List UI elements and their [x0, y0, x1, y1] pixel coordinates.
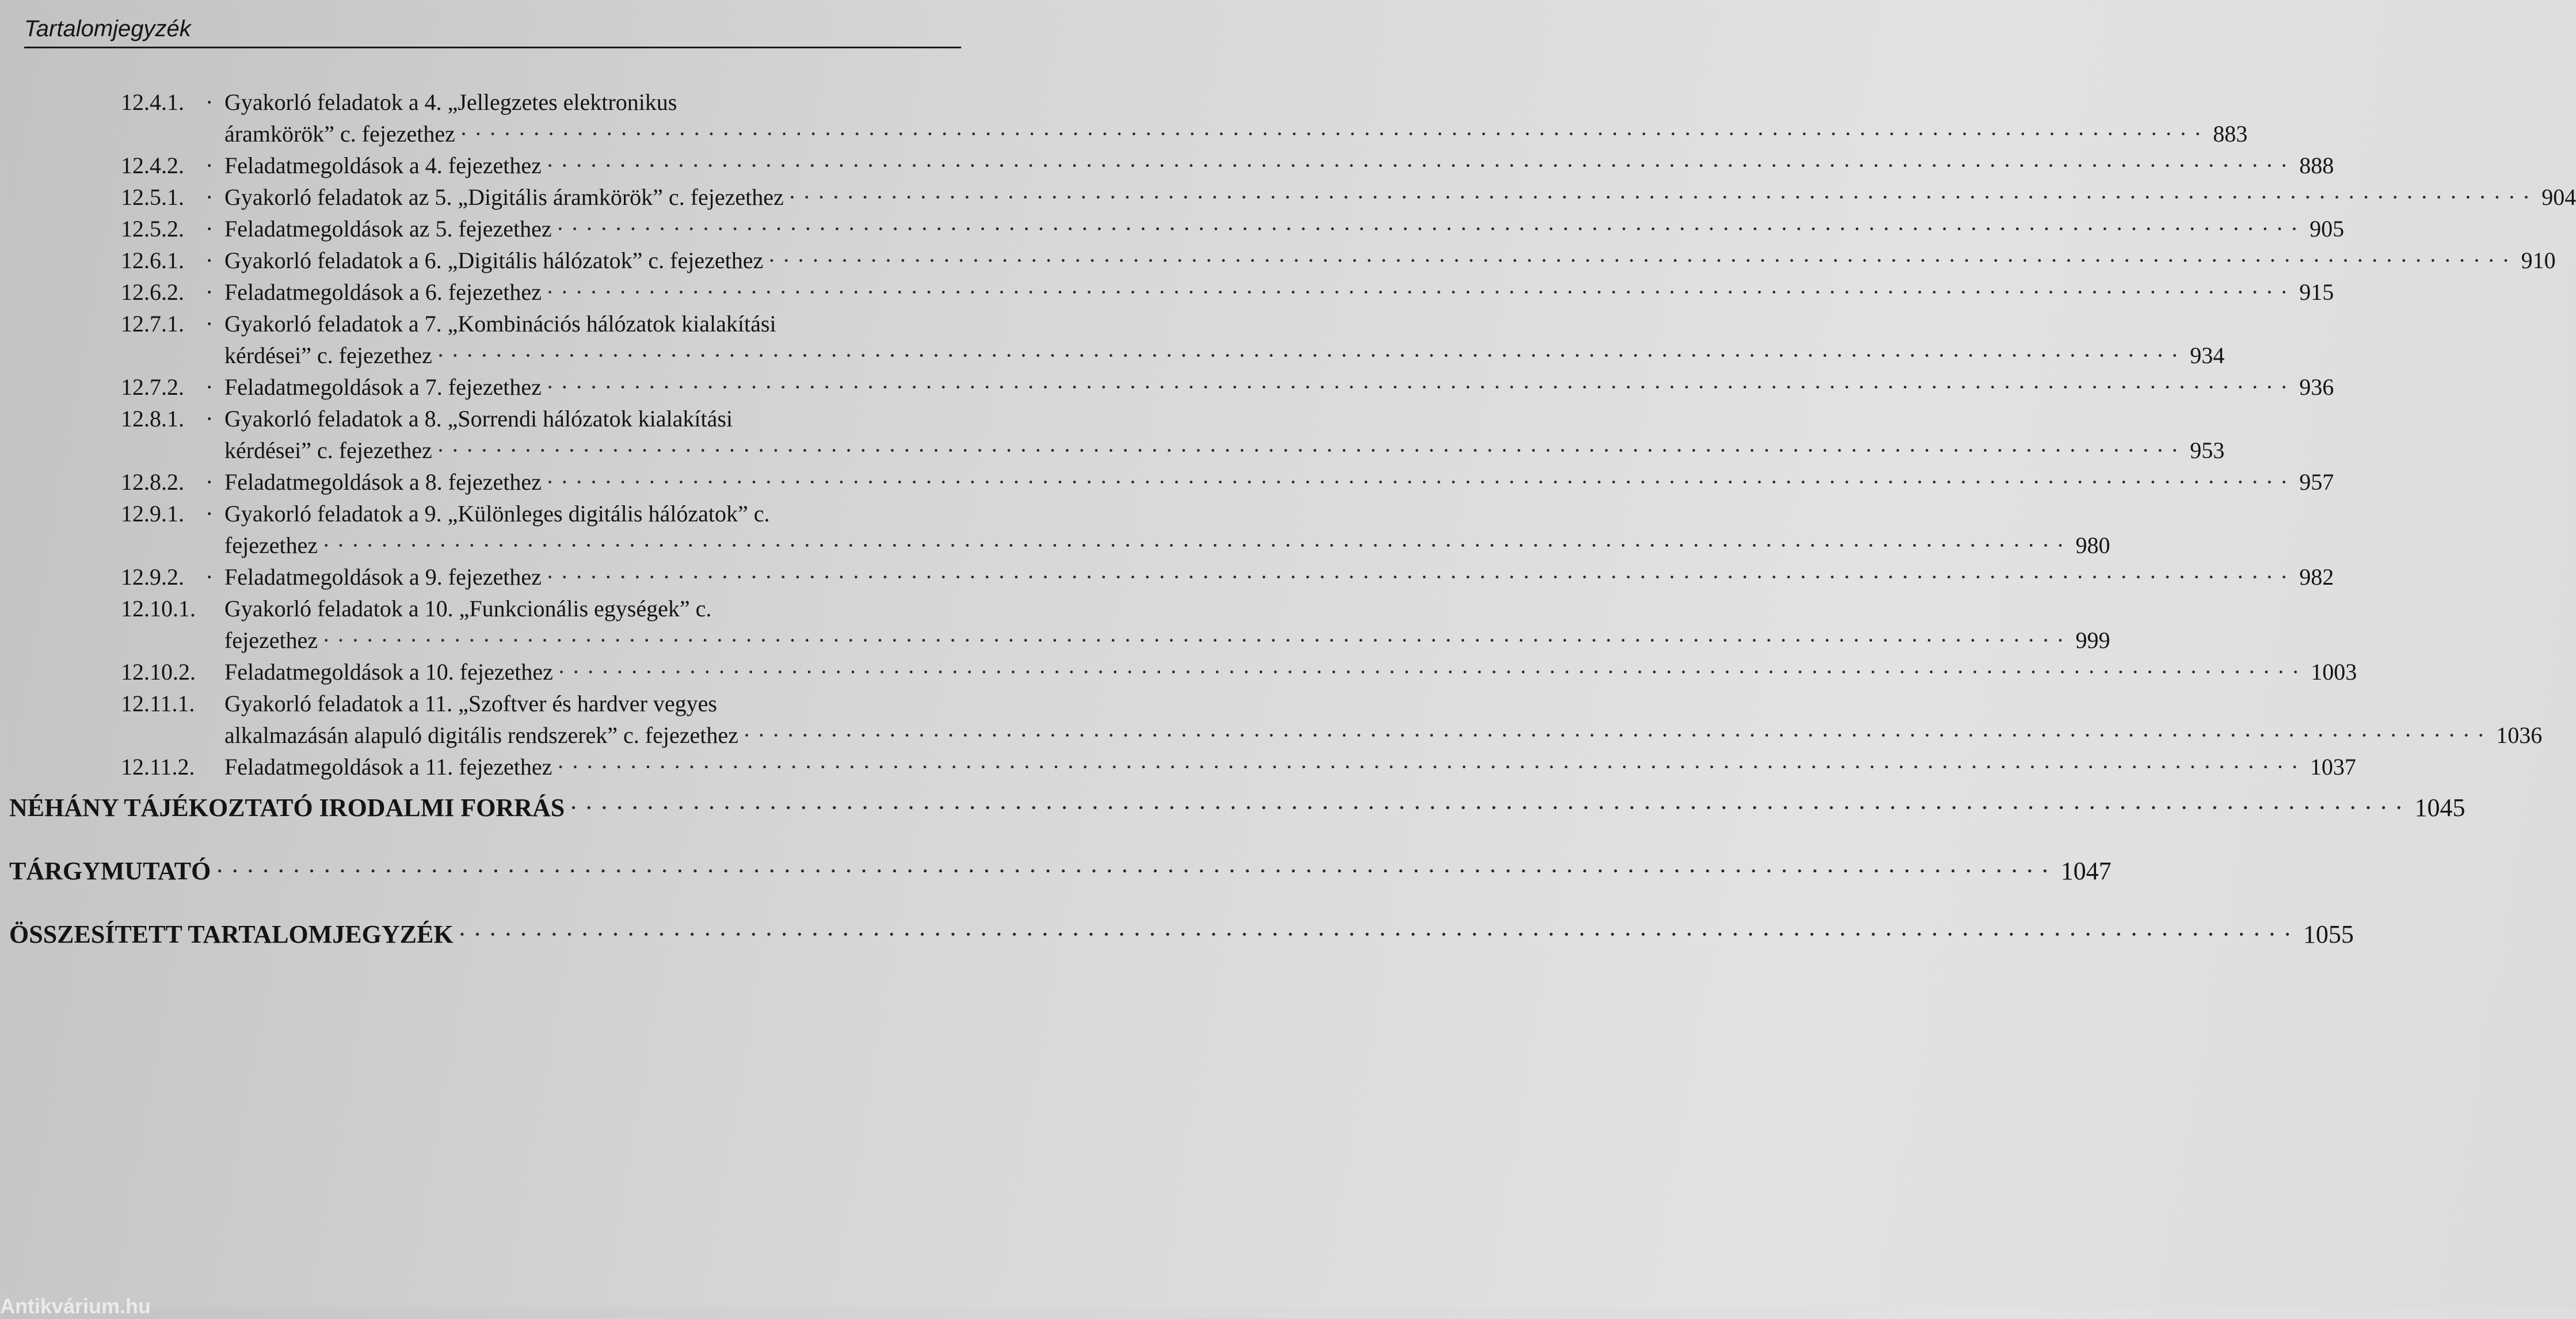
entry-page-number: 1036 [2496, 722, 2543, 748]
entry-number: 12.9.1. [121, 501, 184, 527]
entry-title-line: fejezethez [224, 532, 318, 558]
header-title: Tartalomjegyzék [24, 16, 191, 41]
entry-number: 12.5.1. [121, 184, 184, 210]
leader-dots: ························································································································ [436, 437, 2186, 463]
leader-dots: ························································································································ [557, 754, 2306, 780]
toc-entry [0, 308, 2225, 371]
toc-section [0, 854, 2112, 889]
entry-title-line: Feladatmegoldások a 6. fejezethez [224, 279, 542, 305]
entry-title-line: Gyakorló feladatok a 10. „Funkcionális egységek” c. [224, 596, 712, 622]
leader-dots: ························································································································ [322, 627, 2071, 653]
entry-bullet: · [205, 501, 214, 527]
section-title: NÉHÁNY TÁJÉKOZTATÓ IRODALMI FORRÁS [9, 794, 565, 822]
entry-number: 12.11.2. [121, 754, 195, 780]
toc-entry [0, 498, 2110, 561]
entry-page-number: 904 [2541, 184, 2576, 210]
entry-page-number: 915 [2299, 279, 2334, 305]
leader-dots: ························································································································ [546, 279, 2295, 305]
entry-title-line: Feladatmegoldások a 8. fejezethez [224, 469, 542, 495]
entry-number: 12.5.2. [121, 216, 184, 242]
toc-entry [0, 656, 2357, 688]
entry-bullet: · [205, 469, 214, 495]
leader-dots: ························································································································ [546, 469, 2295, 495]
toc-entry [0, 751, 2356, 783]
entry-number: 12.8.1. [121, 406, 184, 432]
entry-title-line: Gyakorló feladatok a 9. „Különleges digitális hálózatok” c. [224, 501, 770, 527]
entry-number: 12.7.1. [121, 311, 184, 337]
entry-number: 12.7.2. [121, 374, 184, 400]
leader-dots: ························································································································ [215, 857, 2056, 885]
entry-bullet: · [205, 374, 214, 400]
watermark: Antikvárium.hu [0, 1294, 151, 1318]
entry-bullet: · [205, 311, 214, 337]
entry-title-line: Feladatmegoldások az 5. fejezethez [224, 216, 552, 242]
entry-number: 12.9.2. [121, 564, 184, 590]
toc-entry [0, 245, 2556, 276]
entry-page-number: 980 [2075, 532, 2110, 558]
toc-entry [0, 466, 2334, 498]
entry-title-line: Gyakorló feladatok a 7. „Kombinációs hálózatok kialakítási [224, 311, 776, 337]
entry-number: 12.4.2. [121, 153, 184, 178]
section-title: ÖSSZESÍTETT TARTALOMJEGYZÉK [9, 920, 454, 948]
leader-dots: ························································································································ [742, 722, 2492, 748]
entry-bullet: · [205, 247, 214, 273]
toc-entry [0, 213, 2345, 245]
entry-bullet: · [205, 153, 214, 178]
toc-section [0, 791, 2466, 825]
toc-entry [0, 593, 2110, 656]
section-page-number: 1055 [2303, 920, 2354, 948]
section-page-number: 1047 [2060, 857, 2112, 885]
entry-page-number: 982 [2299, 564, 2334, 590]
toc-entry [0, 688, 2543, 751]
entry-number: 12.11.1. [121, 691, 195, 716]
entry-title-line: Feladatmegoldások a 4. fejezethez [224, 153, 542, 178]
leader-dots: ························································································································ [768, 247, 2517, 273]
leader-dots: ························································································································ [788, 184, 2537, 210]
entry-bullet: · [205, 279, 214, 305]
entry-title-line: Feladatmegoldások a 9. fejezethez [224, 564, 542, 590]
entry-number: 12.10.1. [121, 596, 196, 622]
entry-title-line: Feladatmegoldások a 7. fejezethez [224, 374, 542, 400]
leader-dots: ························································································································ [458, 920, 2299, 948]
entry-title-line: Feladatmegoldások a 11. fejezethez [224, 754, 552, 780]
table-of-contents [0, 86, 2576, 952]
toc-entry [0, 86, 2248, 150]
entry-page-number: 905 [2310, 216, 2345, 242]
entry-page-number: 883 [2213, 121, 2248, 147]
entry-number: 12.6.1. [121, 247, 184, 273]
entry-title-line: kérdései” c. fejezethez [224, 342, 432, 368]
entry-title-line: fejezethez [224, 627, 318, 653]
entry-page-number: 910 [2521, 247, 2556, 273]
toc-entry [0, 181, 2576, 213]
entry-page-number: 1037 [2310, 754, 2356, 780]
toc-entry [0, 561, 2334, 593]
section-page-number: 1045 [2414, 794, 2466, 822]
toc-entry [0, 371, 2334, 403]
leader-dots: ························································································································ [459, 121, 2209, 147]
entry-bullet: · [205, 184, 214, 210]
entry-title-line: Gyakorló feladatok az 5. „Digitális áramkörök” c. fejezethez [224, 184, 784, 210]
entry-page-number: 934 [2190, 342, 2225, 368]
leader-dots: ························································································································ [436, 342, 2186, 368]
entry-bullet: · [205, 564, 214, 590]
entry-bullet: · [205, 216, 214, 242]
entry-page-number: 1003 [2311, 659, 2357, 685]
entry-bullet: · [205, 89, 214, 115]
section-title: TÁRGYMUTATÓ [9, 857, 211, 885]
running-header [24, 16, 961, 48]
toc-entry [0, 150, 2334, 181]
entry-title-line: Gyakorló feladatok a 8. „Sorrendi hálózatok kialakítási [224, 406, 733, 432]
toc-entry [0, 276, 2334, 308]
entry-title-line: Gyakorló feladatok a 4. „Jellegzetes elektronikus [224, 89, 677, 115]
entry-number: 12.6.2. [121, 279, 184, 305]
entry-number: 12.10.2. [121, 659, 196, 685]
entry-title-line: alkalmazásán alapuló digitális rendszerek” c. fejezethez [224, 722, 738, 748]
entry-number: 12.4.1. [121, 89, 184, 115]
toc-entry [0, 403, 2225, 466]
entry-title-line: Gyakorló feladatok a 11. „Szoftver és hardver vegyes [224, 691, 717, 716]
entry-page-number: 957 [2299, 469, 2334, 495]
entry-page-number: 953 [2190, 437, 2225, 463]
entry-title-line: Feladatmegoldások a 10. fejezethez [224, 659, 553, 685]
entry-bullet: · [205, 406, 214, 432]
toc-section [0, 917, 2354, 952]
leader-dots: ························································································································ [556, 216, 2306, 242]
entry-title-line: Gyakorló feladatok a 6. „Digitális hálózatok” c. fejezethez [224, 247, 764, 273]
leader-dots: ························································································································ [546, 153, 2295, 178]
entry-title-line: kérdései” c. fejezethez [224, 437, 432, 463]
leader-dots: ························································································································ [546, 564, 2295, 590]
leader-dots: ························································································································ [322, 532, 2071, 558]
entry-page-number: 888 [2299, 153, 2334, 178]
entry-number: 12.8.2. [121, 469, 184, 495]
leader-dots: ························································································································ [546, 374, 2295, 400]
entry-page-number: 936 [2299, 374, 2334, 400]
leader-dots: ························································································································ [569, 794, 2410, 822]
entry-title-line: áramkörök” c. fejezethez [224, 121, 455, 147]
entry-page-number: 999 [2075, 627, 2110, 653]
leader-dots: ························································································································ [557, 659, 2307, 685]
